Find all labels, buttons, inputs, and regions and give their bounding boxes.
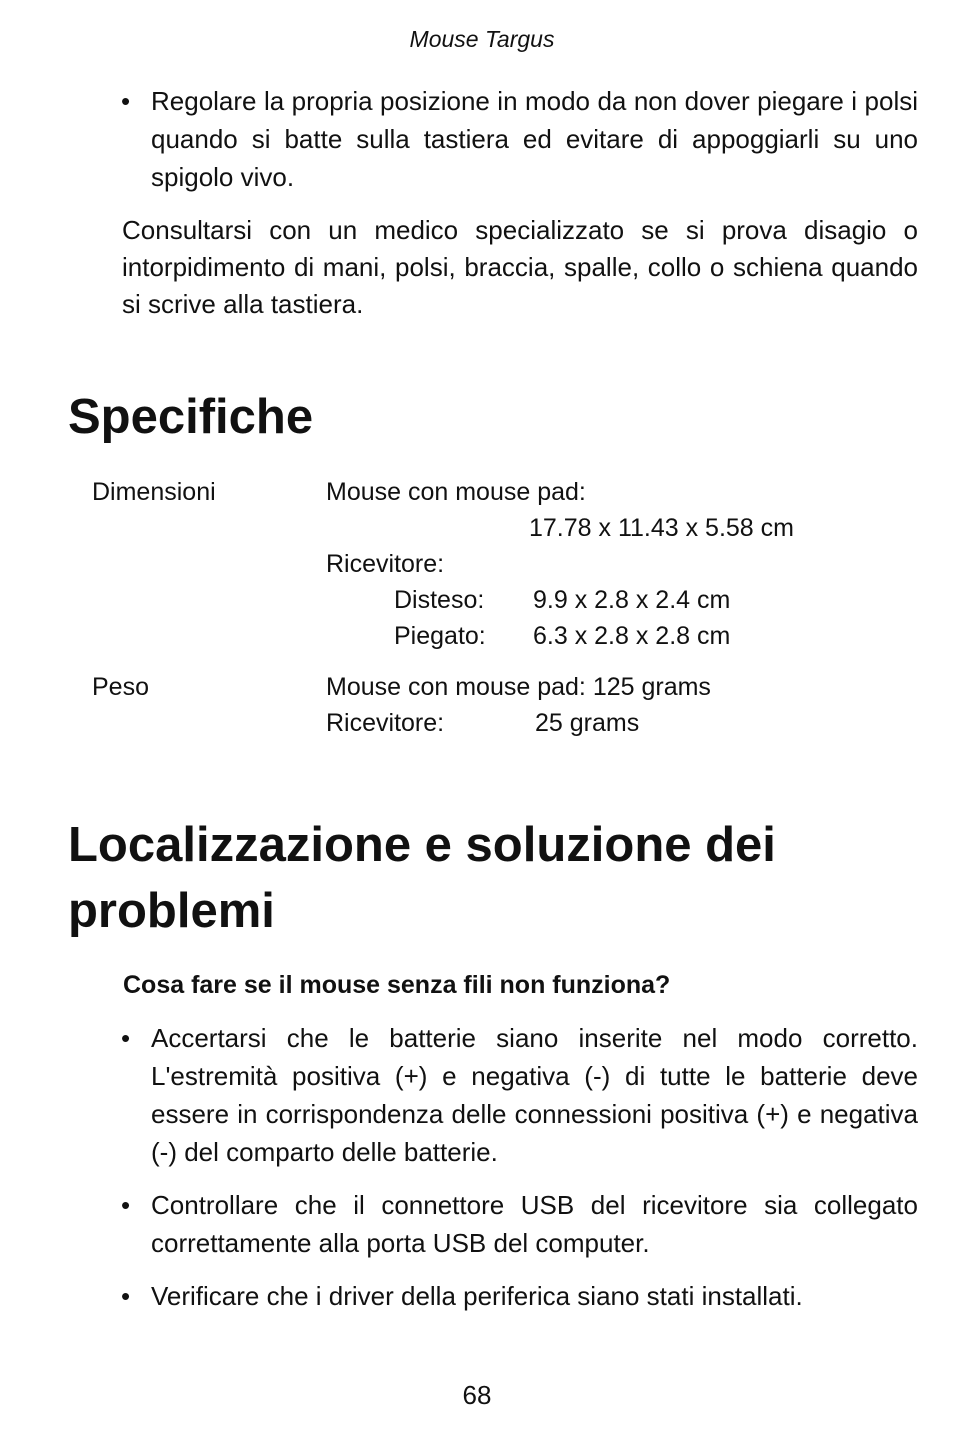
dimensions-label: Dimensioni bbox=[92, 478, 216, 506]
extended-value: 9.9 x 2.8 x 2.4 cm bbox=[533, 586, 731, 614]
troubleshooting-bullet bbox=[121, 1019, 918, 1171]
receiver-weight-value: 25 grams bbox=[535, 709, 640, 737]
specs-heading: Specifiche bbox=[68, 390, 314, 444]
bullet-text: Accertarsi che le batterie siano inserite nel modo corretto. L'estremità positiva (+) e negativa (-) di tutte le batterie deve essere in corrispondenza delle connessioni positiva (+) e negativa (-) del comparto delle batterie. bbox=[151, 1023, 918, 1167]
troubleshooting-bullet bbox=[121, 1277, 918, 1315]
page-number: 68 bbox=[462, 1380, 492, 1410]
folded-value: 6.3 x 2.8 x 2.8 cm bbox=[533, 622, 731, 650]
receiver-weight-label: Ricevitore: bbox=[326, 709, 445, 737]
mouse-dimensions-value: 17.78 x 11.43 x 5.58 cm bbox=[529, 514, 794, 542]
bullet-text: Regolare la propria posizione in modo da non dover piegare i polsi quando si batte sulla tastiera ed evitare di appoggiarli su uno spigolo vivo. bbox=[151, 86, 918, 192]
bullet-icon: • bbox=[121, 1190, 131, 1220]
troubleshooting-heading-line2: problemi bbox=[68, 884, 275, 938]
intro-bullet bbox=[121, 82, 918, 196]
running-header: Mouse Targus bbox=[409, 26, 555, 52]
bullet-text: Verificare che i driver della periferica siano stati installati. bbox=[151, 1281, 803, 1311]
bullet-icon: • bbox=[121, 86, 131, 116]
receiver-dimensions-label: Ricevitore: bbox=[326, 550, 445, 578]
troubleshooting-heading-line1: Localizzazione e soluzione dei bbox=[68, 818, 776, 872]
mouse-weight: Mouse con mouse pad: 125 grams bbox=[326, 673, 711, 701]
weight-label: Peso bbox=[92, 673, 149, 701]
troubleshooting-bullet bbox=[121, 1186, 918, 1262]
bullet-text: Controllare che il connettore USB del ricevitore sia collegato correttamente alla porta USB del computer. bbox=[151, 1190, 918, 1258]
extended-label: Disteso: bbox=[394, 586, 485, 614]
bullet-icon: • bbox=[121, 1023, 131, 1053]
folded-label: Piegato: bbox=[394, 622, 486, 650]
intro-paragraph: Consultarsi con un medico specializzato se si prova disagio o intorpidimento di mani, polsi, braccia, spalle, collo o schiena quando si scrive alla tastiera. bbox=[122, 215, 918, 319]
mouse-dimensions-label: Mouse con mouse pad: bbox=[326, 478, 586, 506]
troubleshooting-question: Cosa fare se il mouse senza fili non funziona? bbox=[123, 971, 671, 999]
bullet-icon: • bbox=[121, 1281, 131, 1311]
